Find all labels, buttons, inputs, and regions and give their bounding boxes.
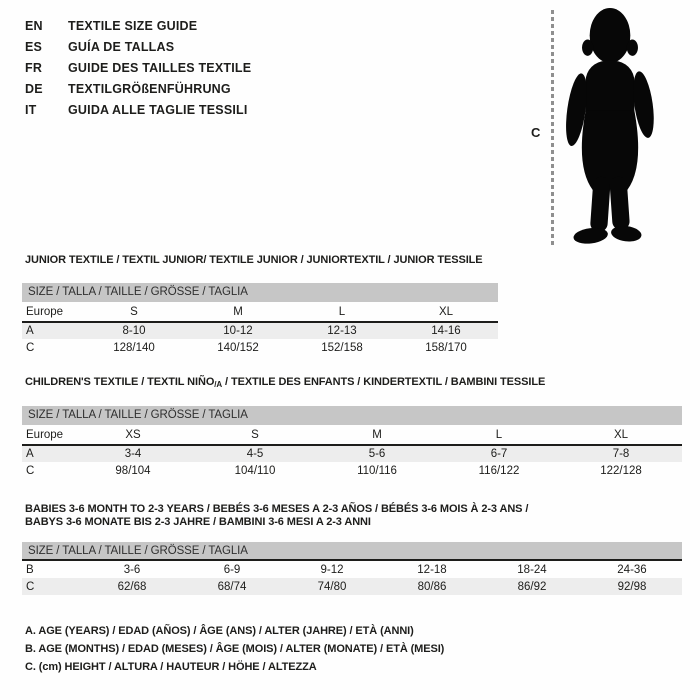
size-cell: 68/74 xyxy=(217,580,247,593)
column-header-cell: L xyxy=(290,302,394,322)
size-header-band: SIZE / TALLA / TAILLE / GRÖSSE / TAGLIA xyxy=(22,283,498,302)
row-label: B xyxy=(26,563,34,576)
size-cell: 122/128 xyxy=(600,464,642,477)
size-cell: 62/68 xyxy=(117,580,147,593)
language-code: EN xyxy=(25,19,43,33)
legend-notes xyxy=(25,622,700,676)
size-cell: 3-6 xyxy=(123,563,141,576)
size-cell: 14-16 xyxy=(431,325,461,337)
size-cell: 116/122 xyxy=(478,464,520,477)
language-title: GUÍA DE TALLAS xyxy=(68,40,175,54)
babies-size-table xyxy=(22,561,682,595)
language-code: FR xyxy=(25,61,43,75)
table-row-c xyxy=(22,462,682,479)
junior-size-table xyxy=(22,302,498,356)
row-label: C xyxy=(26,580,35,593)
size-cell: 12-18 xyxy=(417,563,447,576)
column-header-row xyxy=(22,425,682,445)
size-cell: 74/80 xyxy=(317,580,347,593)
language-code: DE xyxy=(25,82,43,96)
junior-textile-section xyxy=(0,254,700,356)
column-header-cell: S xyxy=(82,302,186,322)
size-cell: 80/86 xyxy=(417,580,447,593)
size-cell: 152/158 xyxy=(321,341,363,354)
babies-textile-section xyxy=(0,503,700,595)
table-row-b xyxy=(22,561,682,578)
region-label: Europe xyxy=(22,425,72,445)
size-cell: 92/98 xyxy=(617,580,647,593)
column-header-cell: L xyxy=(438,425,560,445)
table-title-part: CHILDREN'S TEXTILE / TEXTIL NIÑO xyxy=(25,376,215,388)
size-cell: 10-12 xyxy=(223,325,253,337)
size-cell: 4-5 xyxy=(246,448,264,460)
baby-silhouette-icon xyxy=(558,6,662,250)
language-title: TEXTILGRÖßENFÜHRUNG xyxy=(68,82,231,96)
table-title-line2: BABYS 3-6 MONATE BIS 2-3 JAHRE / BAMBINI 3-6 MESI A 2-3 ANNI xyxy=(25,516,371,528)
table-title xyxy=(25,376,700,391)
column-header-cell: M xyxy=(186,302,290,322)
size-header-band: SIZE / TALLA / TAILLE / GRÖSSE / TAGLIA xyxy=(22,406,682,425)
region-label: Europe xyxy=(22,302,82,322)
size-cell: 7-8 xyxy=(612,448,630,460)
size-cell: 3-4 xyxy=(124,448,142,460)
table-row-a xyxy=(22,445,682,462)
size-cell: 6-7 xyxy=(490,448,508,460)
table-title-line1: BABIES 3-6 MONTH TO 2-3 YEARS / BEBÉS 3-6 MESES A 2-3 AÑOS / BÉBÉS 3-6 MOIS À 2-3 ANS / xyxy=(25,503,529,515)
size-cell: 158/170 xyxy=(425,341,467,354)
column-header-row xyxy=(22,302,498,322)
size-header-band: SIZE / TALLA / TAILLE / GRÖSSE / TAGLIA xyxy=(22,542,682,561)
size-cell: 98/104 xyxy=(115,464,151,477)
row-label: C xyxy=(26,341,35,354)
height-measure-label: C xyxy=(531,125,541,140)
size-cell: 12-13 xyxy=(327,325,357,337)
size-cell: 128/140 xyxy=(113,341,155,354)
size-cell: 110/116 xyxy=(357,464,397,477)
size-cell: 8-10 xyxy=(122,325,146,337)
note-height-cm: C. (cm) HEIGHT / ALTURA / HAUTEUR / HÖHE / ALTEZZA xyxy=(25,661,317,673)
table-row-c xyxy=(22,339,498,356)
note-age-years: A. AGE (YEARS) / EDAD (AÑOS) / ÂGE (ANS) / ALTER (JAHRE) / ETÀ (ANNI) xyxy=(25,625,414,637)
size-cell: 86/92 xyxy=(517,580,547,593)
size-cell: 140/152 xyxy=(217,341,259,354)
row-label: A xyxy=(26,325,34,337)
language-title: GUIDE DES TAILLES TEXTILE xyxy=(68,61,252,75)
size-cell: 104/110 xyxy=(234,464,276,477)
size-cell: 24-36 xyxy=(617,563,647,576)
column-header-cell: M xyxy=(316,425,438,445)
size-cell: 18-24 xyxy=(517,563,547,576)
column-header-cell: XS xyxy=(72,425,194,445)
note-age-months: B. AGE (MONTHS) / EDAD (MESES) / ÂGE (MOIS) / ALTER (MONATE) / ETÀ (MESI) xyxy=(25,643,445,655)
table-title xyxy=(25,503,700,529)
column-header-cell: S xyxy=(194,425,316,445)
language-title: TEXTILE SIZE GUIDE xyxy=(68,19,198,33)
table-title-part: / TEXTILE DES ENFANTS / KINDERTEXTIL / BAMBINI TESSILE xyxy=(222,376,546,388)
children-size-table xyxy=(22,425,682,479)
children-textile-section xyxy=(0,376,700,479)
column-header-cell: XL xyxy=(560,425,682,445)
language-code: IT xyxy=(25,103,37,117)
table-title-subscript: /A xyxy=(214,380,223,389)
height-measure-dashed-line xyxy=(551,10,554,246)
size-cell: 6-9 xyxy=(223,563,241,576)
table-row-a xyxy=(22,322,498,339)
row-label: A xyxy=(26,448,34,460)
row-label: C xyxy=(26,464,35,477)
table-row-c xyxy=(22,578,682,595)
hero-section xyxy=(0,0,700,252)
size-cell: 5-6 xyxy=(368,448,386,460)
column-header-cell: XL xyxy=(394,302,498,322)
size-cell: 9-12 xyxy=(320,563,344,576)
language-title: GUIDA ALLE TAGLIE TESSILI xyxy=(68,103,248,117)
table-title: JUNIOR TEXTILE / TEXTIL JUNIOR/ TEXTILE JUNIOR / JUNIORTEXTIL / JUNIOR TESSILE xyxy=(25,254,483,266)
language-code: ES xyxy=(25,40,43,54)
